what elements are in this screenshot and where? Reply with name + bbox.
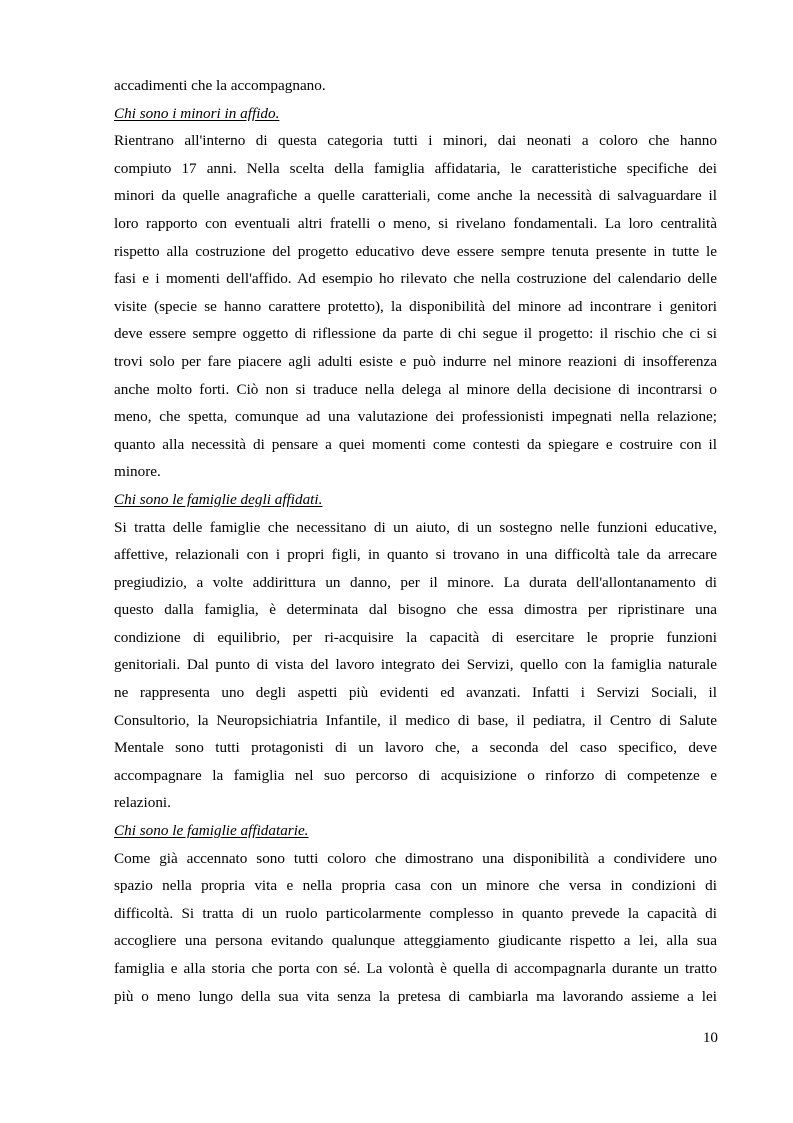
paragraph-line: deve essere sempre oggetto di riflessione da parte di chi segue il progetto: il rischio che ci si: [114, 325, 717, 343]
paragraph-line: anche molto forti. Ciò non si traduce nella delega al minore della decisione di incontrarsi o: [114, 380, 717, 398]
paragraph-line: fasi e i momenti dell'affido. Ad esempio ho rilevato che nella costruzione del calendario delle: [114, 270, 717, 288]
document-body: [114, 72, 717, 1010]
paragraph-line: meno, che spetta, comunque ad una valutazione dei professionisti impegnati nella relazione;: [114, 408, 717, 426]
paragraph-line: questo dalla famiglia, è determinata dal bisogno che essa dimostra per ripristinare una: [114, 601, 717, 619]
paragraph-line: spazio nella propria vita e nella propria casa con un minore che versa in condizioni di: [114, 877, 717, 895]
paragraph-line: minore.: [114, 463, 161, 481]
paragraph-line: pregiudizio, a volte addirittura un danno, per il minore. La durata dell'allontanamento di: [114, 573, 717, 591]
paragraph-line: relazioni.: [114, 794, 171, 812]
paragraph-line: condizione di equilibrio, per ri-acquisire la capacità di esercitare le proprie funzioni: [114, 628, 717, 646]
paragraph-line: Rientrano all'interno di questa categoria tutti i minori, dai neonati a coloro che hanno: [114, 132, 717, 150]
paragraph-line: accompagnare la famiglia nel suo percorso di acquisizione o rinforzo di competenze e: [114, 766, 717, 784]
paragraph-line: Consultorio, la Neuropsichiatria Infantile, il medico di base, il pediatra, il Centro di Salute: [114, 711, 717, 729]
paragraph-line: visite (specie se hanno carattere protetto), la disponibilità del minore ad incontrare i genitori: [114, 297, 717, 315]
paragraph-line: Come già accennato sono tutti coloro che dimostrano una disponibilità a condividere uno: [114, 849, 717, 867]
paragraph-line: quanto alla necessità di pensare a quei momenti come contesti da spiegare e costruire con il: [114, 435, 717, 453]
paragraph-line: accadimenti che la accompagnano.: [114, 77, 326, 94]
paragraph-line: rispetto alla costruzione del progetto educativo deve essere sempre tenuta presente in tutte le: [114, 242, 717, 260]
paragraph-line: difficoltà. Si tratta di un ruolo particolarmente complesso in quanto prevede la capacità di: [114, 904, 717, 922]
section-heading: Chi sono i minori in affido.: [114, 104, 280, 122]
paragraph-line: famiglia e alla storia che porta con sé. La volontà è quella di accompagnarla durante un tratto: [114, 960, 717, 977]
paragraph-line: più o meno lungo della sua vita senza la pretesa di cambiarla ma lavorando assieme a lei: [114, 987, 717, 1005]
paragraph-line: accogliere una persona evitando qualunque atteggiamento giudicante rispetto a lei, alla sua: [114, 932, 717, 950]
paragraph-line: genitoriali. Dal punto di vista del lavoro integrato dei Servizi, quello con la famiglia naturale: [114, 656, 717, 674]
page-number: 10: [702, 1029, 718, 1046]
paragraph-line: minori da quelle anagrafiche a quelle caratteriali, come anche la necessità di salvaguardare il: [114, 187, 717, 205]
paragraph-line: ne rappresenta uno degli aspetti più evidenti ed avanzati. Infatti i Servizi Sociali, il: [114, 684, 717, 702]
paragraph-line: trovi solo per fare piacere agli adulti esiste e può indurre nel minore reazioni di insofferenza: [114, 352, 717, 370]
paragraph-line: compiuto 17 anni. Nella scelta della famiglia affidataria, le caratteristiche specifiche dei: [114, 159, 717, 177]
paragraph-line: affettive, relazionali con i propri figli, in quanto si trovano in una difficoltà tale da arrecare: [114, 546, 717, 564]
section-heading: Chi sono le famiglie affidatarie.: [114, 822, 309, 840]
section-heading: Chi sono le famiglie degli affidati.: [114, 490, 323, 508]
paragraph-line: loro rapporto con eventuali altri fratelli o meno, si rivelano fondamentali. La loro centralità: [114, 214, 717, 232]
paragraph-line: Si tratta delle famiglie che necessitano di un aiuto, di un sostegno nelle funzioni educative,: [114, 518, 717, 536]
paragraph-line: Mentale sono tutti protagonisti di un lavoro che, a seconda del caso specifico, deve: [114, 739, 717, 757]
